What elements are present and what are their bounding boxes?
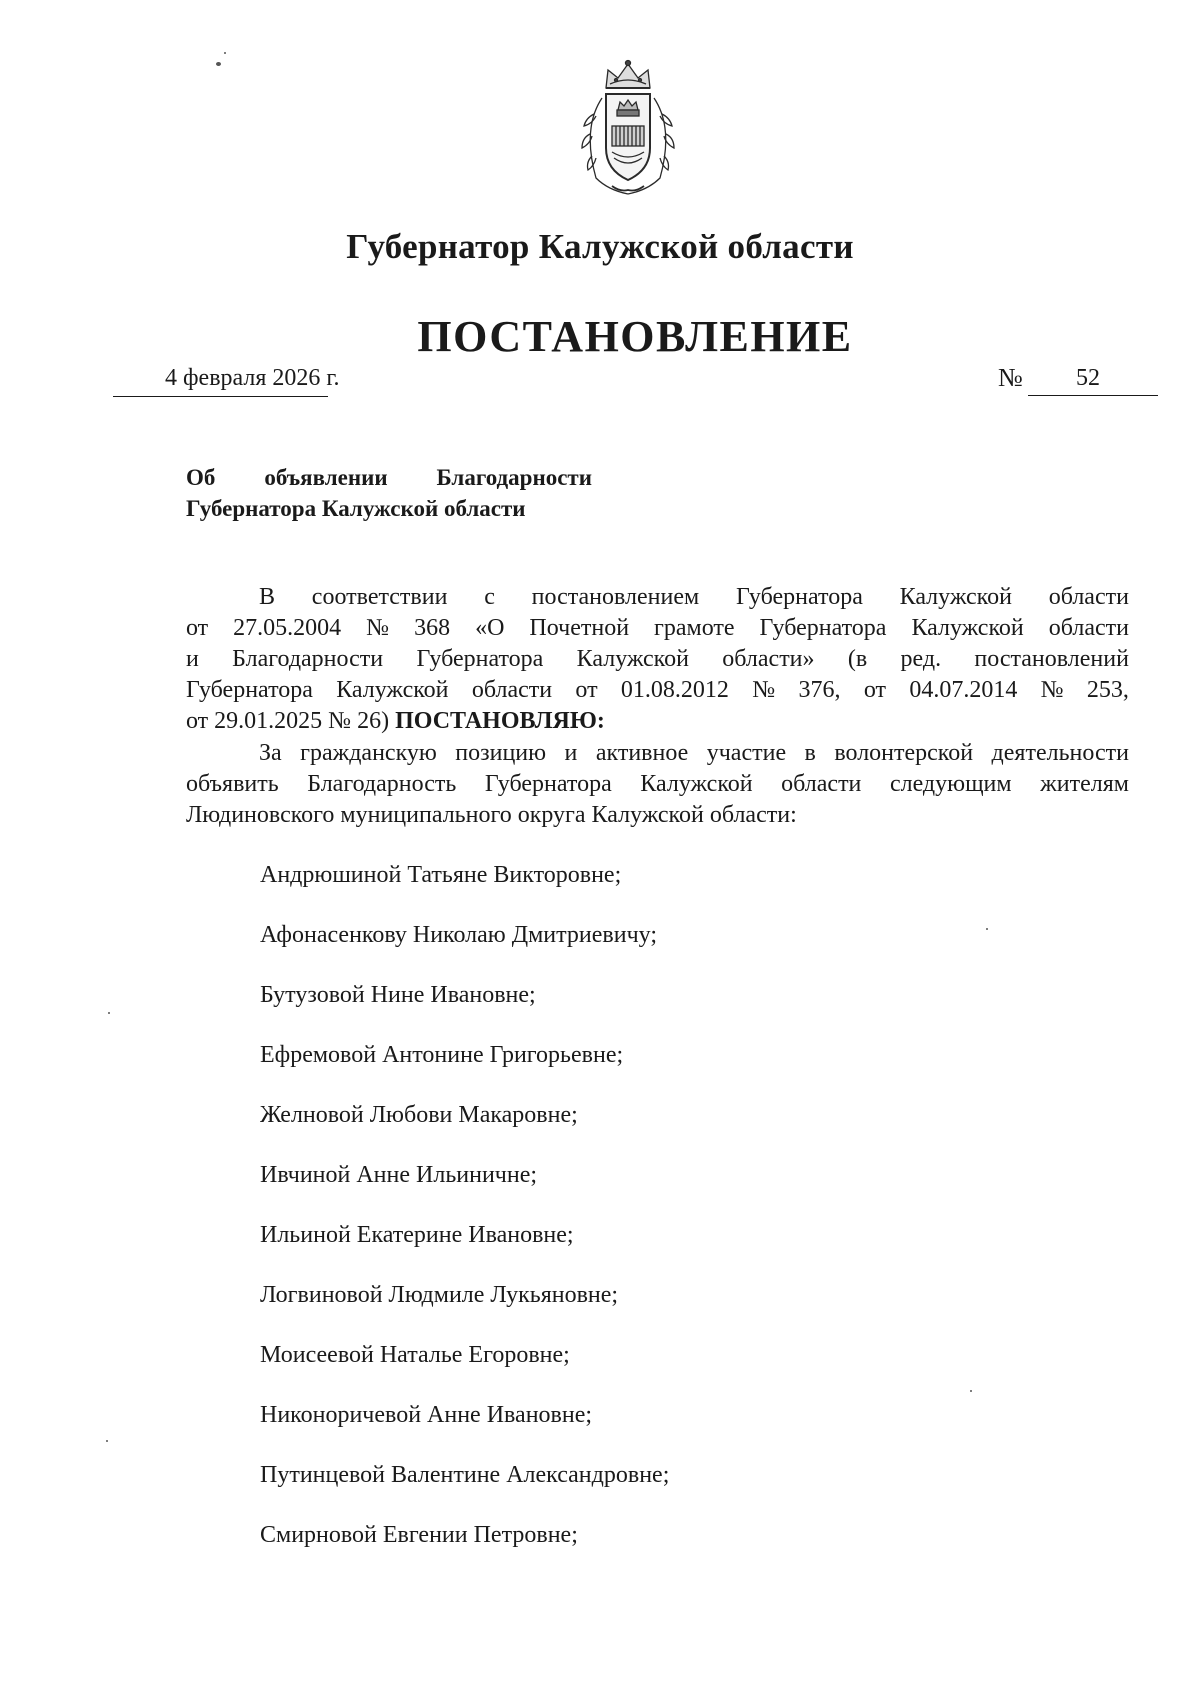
paragraph-word: и [186,646,199,672]
recipient-item: Никоноричевой Анне Ивановне; [260,1402,593,1428]
paragraph-word: Губернатора [416,646,544,672]
paragraph-word: «О [475,615,505,641]
paragraph-line: Людиновского муниципального округа Калужской области: [186,802,797,828]
paragraph-line-text: от 29.01.2025 № 26) [186,708,390,734]
recipient-item: Афонасенкову Николаю Дмитриевичу; [260,922,657,948]
paragraph-word: гражданскую [300,740,437,766]
recipient-item: Моисеевой Наталье Егоровне; [260,1342,570,1368]
paragraph-word: области [471,677,553,703]
paragraph-line [186,769,1129,800]
paragraph-word: постановлением [531,584,700,610]
subject-line [186,462,592,493]
recipient-item: Смирновой Евгении Петровне; [260,1522,578,1548]
paragraph-word: Благодарности [232,646,384,672]
paragraph-word: с [484,584,495,610]
paragraph-word: области [1048,584,1129,610]
paragraph-word: Благодарность [307,771,457,797]
paragraph-word: следующим [889,771,1012,797]
paragraph-word: № [752,677,776,703]
paragraph-line [186,644,1129,675]
paragraph-word: участие [706,740,787,766]
legal-basis-paragraph [186,582,1129,737]
paragraph-word: области [781,771,862,797]
paragraph-word: активное [595,740,689,766]
paragraph-word: Губернатора [484,771,612,797]
subject-line: Губернатора Калужской области [186,496,526,521]
paragraph-word: Калужской [336,677,449,703]
paragraph-word: ред. [900,646,942,672]
decree-word: ПОСТАНОВЛЯЮ: [395,708,605,734]
scan-speck [224,52,226,54]
paragraph-word: Губернатора [186,677,313,703]
paragraph-word: (в [847,646,868,672]
paragraph-word: Губернатора [735,584,863,610]
paragraph-word: волонтерской [834,740,974,766]
paragraph-word: Губернатора [759,615,887,641]
paragraph-line [186,706,1129,737]
recipient-item: Ильиной Екатерине Ивановне; [260,1222,574,1248]
issuing-authority: Губернатор Калужской области [346,227,854,266]
paragraph-word: Калужской [899,584,1012,610]
number-sign: № [998,363,1023,392]
scan-speck [216,62,221,66]
paragraph-word: от [575,677,598,703]
paragraph-word: Почетной [529,615,630,641]
paragraph-word: В [259,584,276,610]
paragraph-word: За [259,740,282,766]
paragraph-word: № [366,615,390,641]
subject-word: объявлении [264,465,388,490]
paragraph-word: Калужской [911,615,1024,641]
paragraph-word: объявить [186,771,279,797]
paragraph-word: 253, [1086,677,1129,703]
paragraph-word: 01.08.2012 [620,677,729,703]
paragraph-word: 04.07.2014 [909,677,1018,703]
paragraph-line [186,582,1129,613]
paragraph-word: жителям [1040,771,1129,797]
paragraph-word: № [1040,677,1064,703]
recipient-item: Андрюшиной Татьяне Викторовне; [260,862,622,888]
paragraph-word: деятельности [991,740,1129,766]
scan-speck [986,928,988,930]
recipient-item: Бутузовой Нине Ивановне; [260,982,536,1008]
paragraph-word: Калужской [576,646,689,672]
recipient-item: Ивчиной Анне Ильиничне; [260,1162,538,1188]
paragraph-word: области [1048,615,1129,641]
paragraph-line [186,738,1129,769]
scan-speck [108,1012,110,1014]
paragraph-word: Калужской [640,771,753,797]
recipient-item: Путинцевой Валентине Александровне; [260,1462,670,1488]
paragraph-word: и [564,740,578,766]
recipient-item: Желновой Любови Макаровне; [260,1102,578,1128]
paragraph-word: соответствии [311,584,448,610]
scan-speck [970,1390,972,1392]
subject-word: Об [186,465,216,490]
paragraph-word: от [863,677,886,703]
paragraph-word: 27.05.2004 [233,615,342,641]
subject-word: Благодарности [436,465,592,490]
paragraph-word: области» [722,646,815,672]
recipient-item: Ефремовой Антонине Григорьевне; [260,1042,624,1068]
scan-speck [106,1440,108,1442]
paragraph-word: позицию [455,740,547,766]
document-number-field [998,363,1158,396]
document-date-field [113,363,340,397]
crown-icon [606,61,650,89]
document-date: 4 февраля 2026 г. [165,365,340,391]
recipient-item: Логвиновой Людмиле Лукьяновне; [260,1282,619,1308]
paragraph-word: постановлений [974,646,1129,672]
paragraph-word: в [804,740,816,766]
number-underline [1028,395,1158,396]
paragraph-word: от [186,615,209,641]
paragraph-word: 368 [414,615,451,641]
paragraph-word: грамоте [654,615,735,641]
paragraph-line [186,675,1129,706]
recipients-list [260,860,1060,1580]
paragraph-line [186,613,1129,644]
paragraph-word: 376, [798,677,841,703]
decision-paragraph [186,738,1129,831]
document-number: 52 [1076,365,1100,391]
kaluga-coat-of-arms-icon [572,58,684,198]
shield-icon [606,94,650,180]
document-type-title: ПОСТАНОВЛЕНИЕ [417,312,853,361]
document-subject [186,462,606,524]
